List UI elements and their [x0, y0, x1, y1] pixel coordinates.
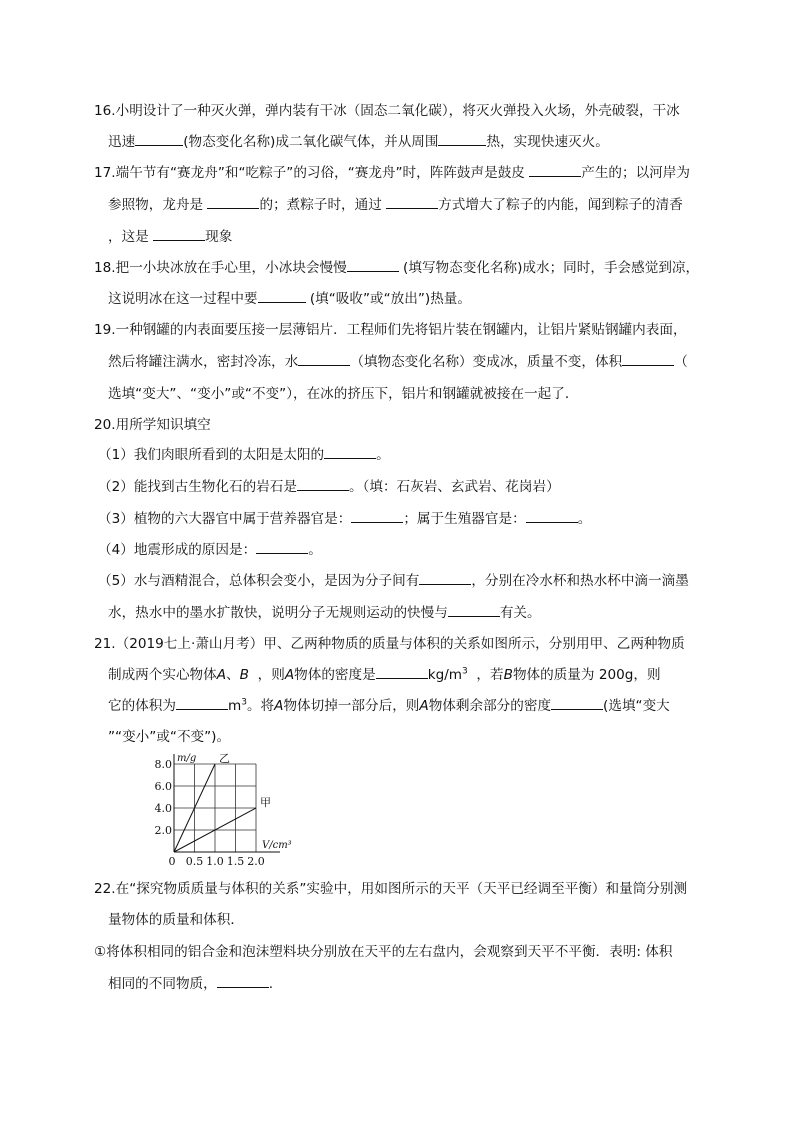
- answer-blank[interactable]: [207, 196, 259, 209]
- q18-line-2: 这说明冰在这一过程中要 (填“吸收”或“放出”)热量。: [108, 291, 471, 307]
- answer-blank[interactable]: [376, 666, 428, 679]
- q16-line-2: 迅速 (物态变化名称)成二氧化碳气体，并从周围 热，实现快速灭火。: [108, 134, 609, 150]
- q22-line-2: 量物体的质量和体积．: [108, 912, 244, 928]
- x-tick-label: 2.0: [247, 855, 265, 868]
- q19-line-2: 然后将罐注满水，密封冷冻，水 （填物态变化名称）变成冰，质量不变，体积 （: [108, 354, 688, 370]
- q20-item-5: （5）水与酒精混合，总体积会变小，是因为分子间有 ，分别在冷水杯和热水杯中滴一滴墨: [98, 573, 689, 589]
- answer-blank[interactable]: [298, 353, 350, 366]
- answer-blank[interactable]: [438, 133, 486, 146]
- q20-item-1: （1）我们肉眼所看到的太阳是太阳的 。: [98, 447, 390, 463]
- series-label-乙: 乙: [219, 752, 230, 765]
- y-axis-label: m/g: [177, 753, 197, 764]
- q20-item-2: （2）能找到古生物化石的岩石是 。（填：石灰岩、玄武岩、花岗岩）: [98, 479, 560, 495]
- q16-line-1: 16.小明设计了一种灭火弹，弹内装有干冰（固态二氧化碳），将灭火弹投入火场，外壳破裂，干冰: [94, 103, 680, 119]
- q21-line-4: ”“变小”或“不变”)。: [108, 729, 231, 745]
- answer-blank[interactable]: [256, 541, 308, 554]
- q22-line-4: 相同的不同物质， .: [108, 976, 274, 992]
- answer-blank[interactable]: [347, 259, 399, 272]
- q17-line-1: 17.端午节有“赛龙舟”和“吃粽子”的习俗，“赛龙舟”时，阵阵鼓声是鼓皮 产生的；以河岸为: [94, 165, 690, 181]
- answer-blank[interactable]: [448, 604, 500, 617]
- y-tick-label: 2.0: [154, 824, 172, 837]
- y-tick-label: 8.0: [154, 758, 172, 771]
- q22-line-3: ①将体积相同的铝合金和泡沫塑料块分别放在天平的左右盘内，会观察到天平不平衡．表明: 体积: [94, 944, 673, 960]
- answer-blank[interactable]: [176, 697, 228, 710]
- answer-blank[interactable]: [419, 572, 471, 585]
- q19-line-1: 19.一种钢罐的内表面要压接一层薄铝片．工程师们先将铝片装在钢罐内，让铝片紧贴钢罐内表面，: [94, 322, 687, 338]
- answer-blank[interactable]: [297, 478, 349, 491]
- answer-blank[interactable]: [529, 164, 581, 177]
- mass-volume-chart: [154, 752, 310, 872]
- x-tick-label: 1.5: [226, 855, 245, 868]
- q20-item-5-cont: 水，热水中的墨水扩散快，说明分子无规则运动的快慢与 有关。: [108, 605, 541, 621]
- x-tick-label: 0.5: [185, 855, 204, 868]
- q20-item-3: （3）植物的六大器官中属于营养器官是： ；属于生殖器官是： 。: [98, 511, 592, 527]
- q21-line-3: 它的体积为 $m^3$。将A物体切掉一部分后，则A物体剩余部分的密度 (选填“变大: [108, 697, 670, 714]
- q18-line-1: 18.把一小块冰放在手心里，小冰块会慢慢 (填写物态变化名称)成水；同时，手会感觉到凉，: [94, 260, 700, 276]
- y-tick-label: 6.0: [154, 780, 172, 793]
- answer-blank[interactable]: [526, 510, 578, 523]
- answer-blank[interactable]: [258, 290, 306, 303]
- answer-blank[interactable]: [135, 133, 183, 146]
- origin-label: 0: [168, 855, 176, 868]
- answer-blank[interactable]: [217, 975, 269, 988]
- x-axis-label: V/cm³: [262, 840, 292, 851]
- q17-line-2: 参照物，龙舟是 的；煮粽子时，通过 方式增大了粽子的内能，闻到粽子的清香: [108, 197, 683, 213]
- answer-blank[interactable]: [351, 510, 403, 523]
- q21-line-1: 21.（2019七上·萧山月考）甲、乙两种物质的质量与体积的关系如图所示，分别用甲、乙两种物质: [94, 636, 685, 652]
- answer-blank[interactable]: [551, 697, 603, 710]
- q22-line-1: 22.在“探究物质质量与体积的关系”实验中，用如图所示的天平（天平已经调至平衡）和量筒分别测: [94, 881, 688, 897]
- series-label-甲: 甲: [260, 796, 271, 809]
- q19-line-3: 选填“变大”、“变小”或“不变”），在冰的挤压下，铝片和钢罐就被接在一起了．: [108, 386, 579, 402]
- answer-blank[interactable]: [324, 446, 376, 459]
- q17-line-3: ，这是 现象: [108, 229, 233, 245]
- q20-item-4: （4）地震形成的原因是： 。: [98, 542, 322, 558]
- answer-blank[interactable]: [622, 353, 674, 366]
- q21-line-2: 制成两个实心物体A、B ，则A物体的密度是 $kg/m^3$ ，若B物体的质量为 200g，则: [108, 666, 661, 683]
- answer-blank[interactable]: [386, 196, 438, 209]
- x-tick-label: 1.0: [206, 855, 224, 868]
- q20-title: 20.用所学知识填空: [94, 417, 211, 433]
- answer-blank[interactable]: [153, 228, 205, 241]
- y-tick-label: 4.0: [154, 802, 172, 815]
